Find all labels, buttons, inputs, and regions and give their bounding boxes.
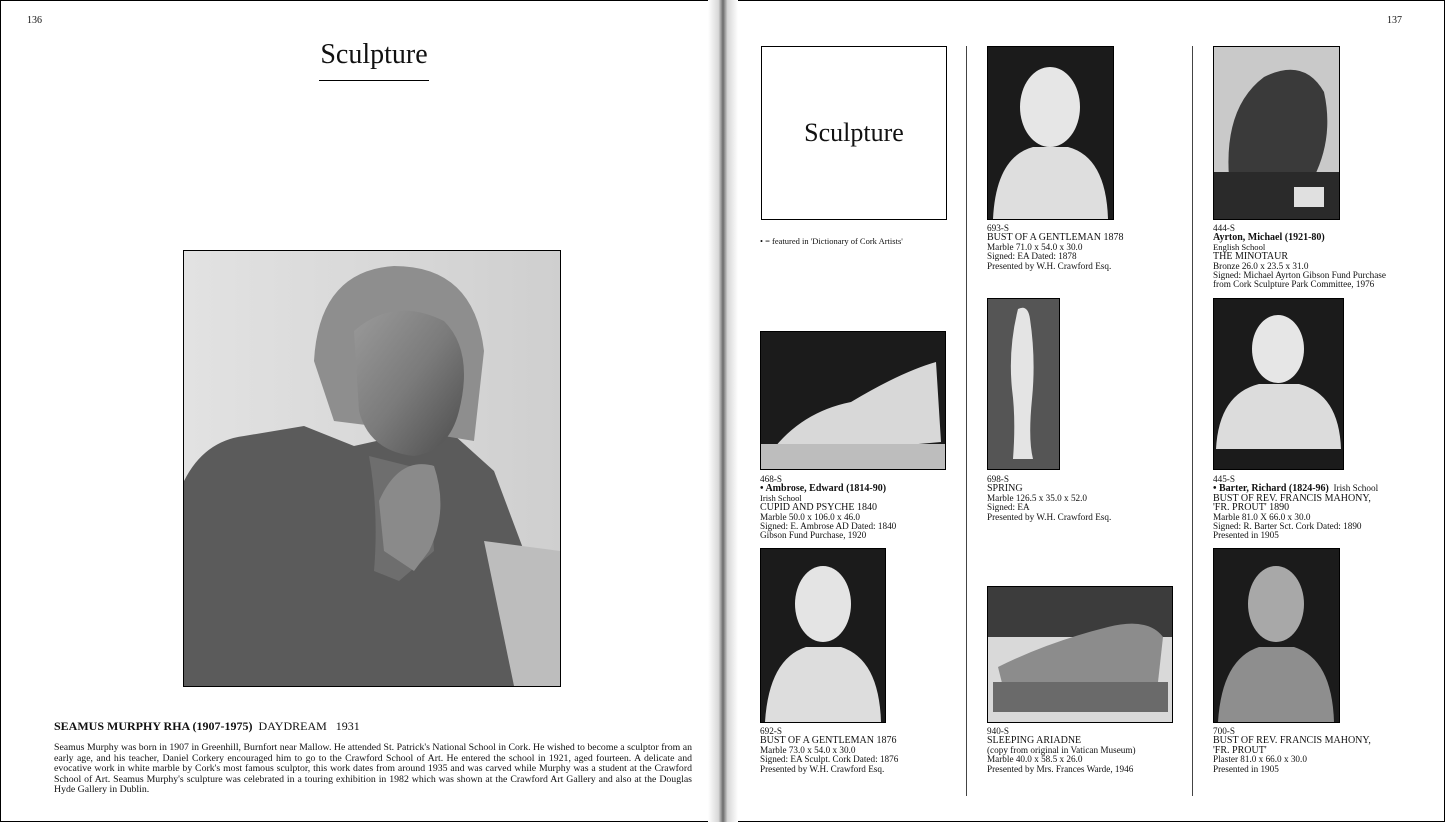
caption-692-s [760, 727, 898, 774]
cupid-psyche-illustration [761, 332, 945, 469]
item-line: from Cork Sculpture Park Committee, 1976 [1213, 279, 1375, 290]
item-line: Marble 81.0 X 66.0 x 30.0 [1213, 511, 1311, 522]
item-line: Marble 71.0 x 54.0 x 30.0 [987, 241, 1083, 252]
bust-illustration [761, 549, 885, 722]
item-line: Presented by W.H. Crawford Esq. [987, 511, 1112, 522]
item-line: 'FR. PROUT' [1213, 744, 1267, 756]
page-number-right: 137 [1387, 15, 1402, 26]
item-line: English School [1213, 241, 1266, 252]
page-title: Sculpture [320, 39, 428, 70]
caption-444-s [1213, 224, 1386, 290]
item-line: SPRING [987, 483, 1023, 495]
item-line: Irish School [760, 492, 802, 503]
feature-year: 1931 [335, 719, 360, 733]
item-line: Presented by W.H. Crawford Esq. [987, 260, 1112, 271]
item-line: BUST OF REV. FRANCIS MAHONY, [1213, 735, 1371, 747]
minotaur-illustration [1214, 47, 1339, 219]
item-artist: • Ambrose, Edward (1814-90) [760, 483, 887, 495]
item-line: CUPID AND PSYCHE 1840 [760, 502, 877, 514]
photo-700-s [1213, 548, 1340, 723]
item-line: (copy from original in Vatican Museum) [987, 744, 1136, 755]
feature-paragraph: Seamus Murphy was born in 1907 in Greenhill, Burnfort near Mallow. He attended St. Patrick's National School in Cork. He wished to become a sculptor from an early age, and his teacher, Daniel Corkery encouraged him to go to the Crawford School of Art. He entered the school in 1921, aged fourteen. A delicate and evocative work in white marble by Cork's most famous sculptor, this work dates from around 1935 and was carved while Murphy was a student at the Crawford School of Art. Seamus Murphy's sculpture was celebrated in a touring exhibition in 1982 which was shown at the Crawford Art Gallery and also at the Douglas Hyde Gallery in Dublin. [54, 742, 692, 795]
item-line: Marble 50.0 x 106.0 x 46.0 [760, 511, 861, 522]
feature-heading [54, 719, 360, 734]
item-artist: • Barter, Richard (1824-96) [1213, 483, 1329, 495]
item-line: Bronze 26.0 x 23.5 x 31.0 [1213, 260, 1309, 271]
item-line: Signed: R. Barter Sct. Cork Dated: 1890 [1213, 521, 1362, 532]
boxed-section-title: Sculpture [761, 46, 947, 220]
photo-693-s [987, 46, 1114, 220]
item-line: Signed: E. Ambrose AD Dated: 1840 [760, 521, 897, 532]
item-line: Signed: EA [987, 502, 1030, 513]
item-line: Signed: Michael Ayrton Gibson Fund Purchase [1213, 270, 1386, 281]
item-id: 940-S [987, 726, 1009, 736]
caption-693-s [987, 224, 1124, 271]
item-line: Marble 40.0 x 58.5 x 26.0 [987, 754, 1083, 765]
book-gutter [708, 0, 738, 822]
column-divider-2 [1192, 46, 1193, 796]
item-line: SLEEPING ARIADNE [987, 735, 1082, 747]
item-id: 693-S [987, 223, 1009, 233]
spring-figure-illustration [988, 299, 1059, 469]
item-line: Presented by W.H. Crawford Esq. [760, 763, 885, 774]
item-line: Marble 126.5 x 35.0 x 52.0 [987, 492, 1088, 503]
feature-artist: SEAMUS MURPHY RHA (1907-1975) [54, 719, 253, 733]
bust-illustration [1214, 549, 1339, 722]
photo-692-s [760, 548, 886, 723]
caption-940-s [987, 727, 1136, 774]
page-number-left: 136 [27, 15, 42, 26]
photo-468-s [760, 331, 946, 470]
caption-698-s [987, 475, 1111, 522]
daydream-photo [183, 250, 561, 687]
caption-700-s [1213, 727, 1371, 774]
item-line: Signed: EA Sculpt. Cork Dated: 1876 [760, 754, 899, 765]
bust-illustration [988, 47, 1113, 219]
item-line: Signed: EA Dated: 1878 [987, 251, 1077, 262]
item-line: BUST OF A GENTLEMAN 1876 [760, 735, 897, 747]
item-line: Presented in 1905 [1213, 763, 1279, 774]
item-line: Plaster 81.0 x 66.0 x 30.0 [1213, 754, 1307, 765]
item-line: 'FR. PROUT' 1890 [1213, 502, 1290, 514]
item-line: Presented in 1905 [1213, 530, 1279, 541]
item-id: 445-S [1213, 474, 1235, 484]
item-school: Irish School [1333, 483, 1379, 494]
photo-445-s [1213, 298, 1344, 470]
sleeping-ariadne-illustration [988, 587, 1172, 722]
item-line: Marble 73.0 x 54.0 x 30.0 [760, 744, 856, 755]
caption-445-s [1213, 475, 1378, 541]
item-line: Presented by Mrs. Frances Warde, 1946 [987, 763, 1134, 774]
photo-444-s [1213, 46, 1340, 220]
item-line: Gibson Fund Purchase, 1920 [760, 530, 867, 541]
item-id: 468-S [760, 474, 782, 484]
column-divider-1 [966, 46, 967, 796]
legend-note: • = featured in 'Dictionary of Cork Artists' [760, 236, 903, 246]
item-id: 700-S [1213, 726, 1235, 736]
item-line: BUST OF A GENTLEMAN 1878 [987, 232, 1124, 244]
caption-468-s [760, 475, 896, 541]
item-artist: Ayrton, Michael (1921-80) [1213, 232, 1325, 244]
item-id: 692-S [760, 726, 782, 736]
item-id: 698-S [987, 474, 1009, 484]
item-id: 444-S [1213, 223, 1235, 233]
photo-940-s [987, 586, 1173, 723]
bust-illustration [1214, 299, 1343, 469]
left-page [0, 0, 722, 822]
item-line: THE MINOTAUR [1213, 251, 1289, 263]
feature-work: DAYDREAM [258, 719, 327, 733]
photo-698-s [987, 298, 1060, 470]
item-line: BUST OF REV. FRANCIS MAHONY, [1213, 492, 1371, 504]
daydream-sculpture-illustration [184, 251, 560, 686]
title-underline [319, 80, 429, 81]
